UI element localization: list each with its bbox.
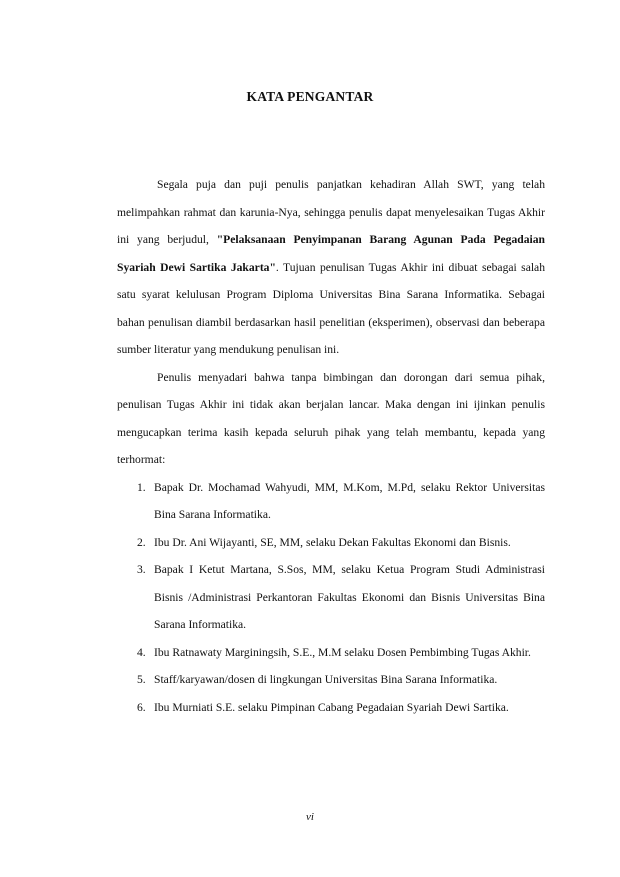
- list-item-text: Ibu Dr. Ani Wijayanti, SE, MM, selaku Dekan Fakultas Ekonomi dan Bisnis.: [154, 535, 511, 549]
- list-item-number: 5.: [137, 673, 146, 686]
- intro-paragraph: [117, 171, 545, 364]
- list-item: [117, 474, 545, 529]
- list-item-number: 2.: [137, 535, 146, 549]
- intro-lead-text: Segala puja dan puji penulis panjatkan kehadiran Allah SWT, yang telah melimpahkan rahmat dan karunia-Nya, sehingga penulis dapat menyelesaikan Tugas Akhir ini yang berjudul,: [117, 178, 545, 246]
- list-item: [117, 694, 545, 722]
- list-item-number: 3.: [137, 563, 146, 576]
- list-item-text: Ibu Ratnawaty Marginingsih, S.E., M.M selaku Dosen Pembimbing Tugas Akhir.: [154, 645, 531, 659]
- list-item: [117, 556, 545, 639]
- gratitude-paragraph: Penulis menyadari bahwa tanpa bimbingan dan dorongan dari semua pihak, penulisan Tugas Akhir ini tidak akan berjalan lancar. Maka dengan ini ijinkan penulis mengucapkan terima kasih kepada seluruh pihak yang telah membantu, kepada yang terhormat:: [117, 370, 545, 466]
- thesis-title: "Pelaksanaan Penyimpanan Barang Agunan Pada Pegadaian Syariah Dewi Sartika Jakarta": [117, 233, 545, 274]
- page-number: vi: [306, 811, 314, 823]
- list-item-text: Bapak Dr. Mochamad Wahyudi, MM, M.Kom, M.Pd, selaku Rektor Universitas Bina Sarana Informatika.: [154, 480, 545, 521]
- list-item-number: 4.: [137, 645, 146, 659]
- page-title: KATA PENGANTAR: [246, 89, 374, 104]
- list-item: [117, 639, 545, 667]
- document-body: [117, 171, 545, 721]
- list-item-text: Staff/karyawan/dosen di lingkungan Universitas Bina Sarana Informatika.: [154, 673, 498, 686]
- list-item: [117, 666, 545, 694]
- acknowledgement-list: [117, 474, 545, 722]
- list-item: [117, 529, 545, 557]
- list-item-text: Ibu Murniati S.E. selaku Pimpinan Cabang Pegadaian Syariah Dewi Sartika.: [154, 700, 509, 714]
- list-item-text: Bapak I Ketut Martana, S.Sos, MM, selaku Ketua Program Studi Administrasi Bisnis /Administrasi Perkantoran Fakultas Ekonomi dan Bisnis Universitas Bina Sarana Informatika.: [154, 563, 545, 631]
- list-item-number: 1.: [137, 480, 146, 494]
- intro-tail-text: . Tujuan penulisan Tugas Akhir ini dibuat sebagai salah satu syarat kelulusan Program Diploma Universitas Bina Sarana Informatika. Sebagai bahan penulisan diambil berdasarkan hasil penelitian (eksperimen), observasi dan beberapa sumber literatur yang mendukung penulisan ini.: [117, 260, 546, 356]
- list-item-number: 6.: [137, 700, 146, 714]
